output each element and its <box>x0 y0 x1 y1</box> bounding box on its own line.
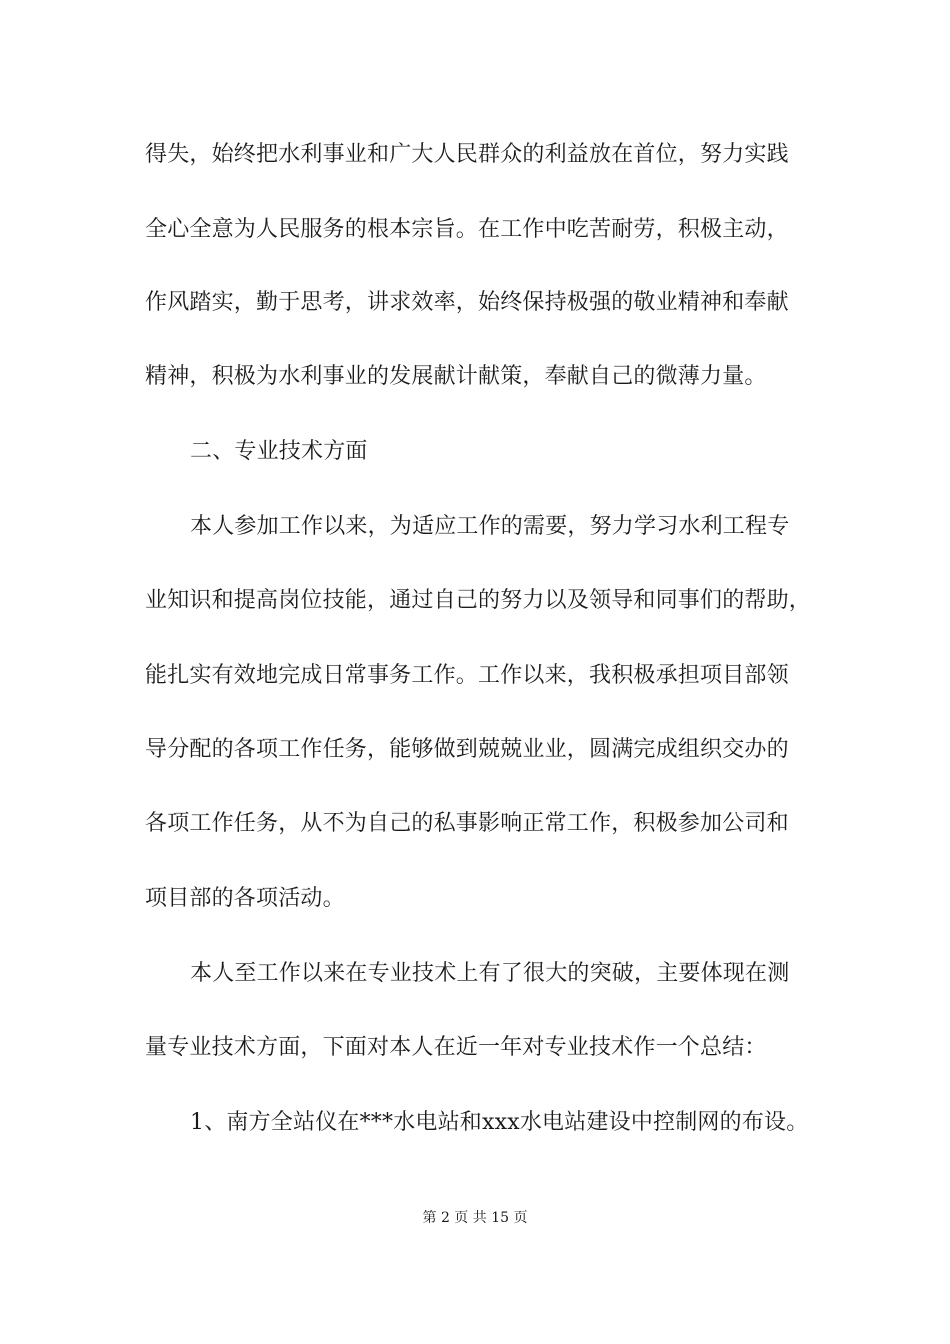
text-line: 能扎实有效地完成日常事务工作。工作以来，我积极承担项目部领 <box>145 663 789 688</box>
section-heading: 二、专业技术方面 <box>190 439 368 464</box>
page-number-footer: 第 2 页 共 15 页 <box>422 1210 528 1226</box>
paragraph-start-line: 本人至工作以来在专业技术上有了很大的突破，主要体现在测 <box>190 961 790 986</box>
text-line: 作风踏实，勤于思考，讲求效率，始终保持极强的敬业精神和奉献 <box>145 290 789 315</box>
text-line: 业知识和提高岗位技能，通过自己的努力以及领导和同事们的帮助， <box>145 588 812 613</box>
paragraph-start-line: 本人参加工作以来，为适应工作的需要，努力学习水利工程专 <box>190 514 790 539</box>
list-item-line: 1、南方全站仪在***水电站和xxx水电站建设中控制网的布设。 <box>190 1110 809 1135</box>
text-line: 得失，始终把水利事业和广大人民群众的利益放在首位，努力实践 <box>145 142 789 167</box>
text-line: 各项工作任务，从不为自己的私事影响正常工作，积极参加公司和 <box>145 811 789 836</box>
text-line: 量专业技术方面，下面对本人在近一年对专业技术作一个总结： <box>145 1035 767 1060</box>
text-line: 全心全意为人民服务的根本宗旨。在工作中吃苦耐劳，积极主动， <box>145 217 789 242</box>
text-line: 项目部的各项活动。 <box>145 886 345 911</box>
text-line: 精神，积极为水利事业的发展献计献策，奉献自己的微薄力量。 <box>145 364 767 389</box>
text-line: 导分配的各项工作任务，能够做到兢兢业业，圆满完成组织交办的 <box>145 737 789 762</box>
